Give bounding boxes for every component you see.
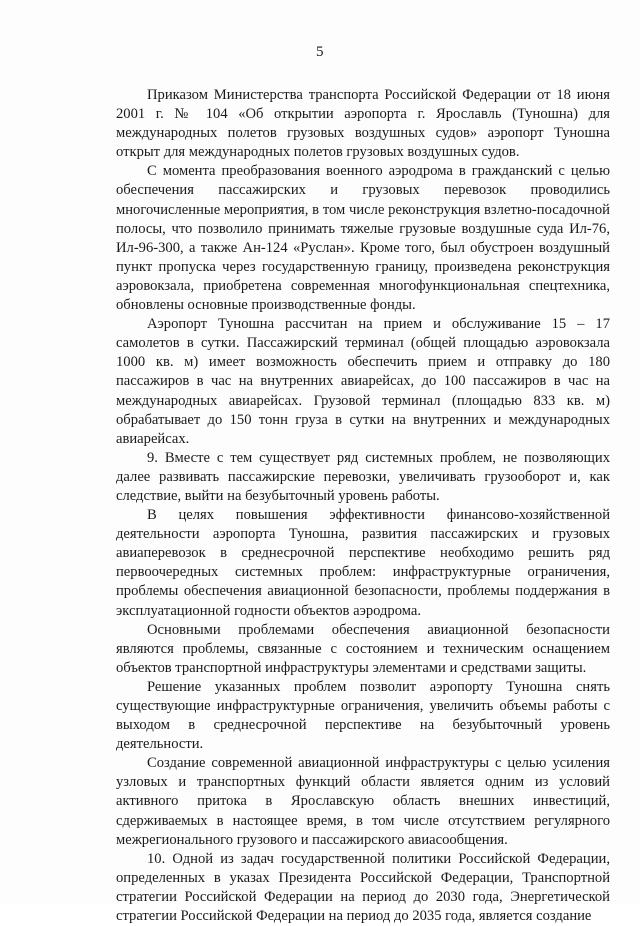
paragraph-infrastructure-creation: Создание современной авиационной инфраструктуры с целью усиления узловых и транспортных функций области является одним из условий активного притока в Ярославскую область внешних инвестиций, сдерживаемых в настоящее время, в том числе отсутствием регулярного межрегионального грузового и пассажирского авиасообщения. xyxy=(116,755,610,848)
paragraph-aerodrome-conversion: С момента преобразования военного аэродрома в гражданский с целью обеспечения пассажирских и грузовых перевозок проводились многочисленные мероприятия, в том числе реконструкция взлетно-посадочной полосы, что позволило принимать тяжелые грузовые воздушные суда Ил-76, Ил-96-300, а также Ан-124 «Руслан». Кроме того, был обустроен воздушный пункт пропуска через государственную границу, произведена реконструкция аэровокзала, приобретена современная многофункциональная спецтехника, обновлены основные производственные фонды. xyxy=(116,163,610,314)
paragraph-problem-solution: Решение указанных проблем позволит аэропорту Туношна снять существующие инфраструктурные ограничения, увеличить объемы работы с выходом в среднесрочной перспективе на безубыточный уровень деятельности. xyxy=(116,678,610,753)
paragraph-order-airport-opening: Приказом Министерства транспорта Российской Федерации от 18 июня 2001 г. № 104 «Об открытии аэропорта г. Ярославль (Туношна) для международных полетов грузовых воздушных судов» аэропорт Туношна открыт для международных полетов грузовых воздушных судов. xyxy=(116,87,610,161)
page-number: 5 xyxy=(316,44,324,60)
paragraph-9-systemic-problems: 9. Вместе с тем существует ряд системных проблем, не позволяющих далее развивать пассажирские перевозки, увеличивать грузооборот и, как следствие, выйти на безубыточный уровень работы. xyxy=(116,449,610,504)
paragraph-10-state-policy: 10. Одной из задач государственной политики Российской Федерации, определенных в указах Президента Российской Федерации, Транспортной стратегии Российской Федерации на период до 2030 года, Энергетической стратегии Российской Федерации на период до 2035 года, является создание xyxy=(116,850,610,925)
paragraph-efficiency-goals: В целях повышения эффективности финансово-хозяйственной деятельности аэропорта Туношна, развития пассажирских и грузовых авиаперевозок в среднесрочной перспективе необходимо решить ряд первоочередных системных проблем: инфраструктурные ограничения, проблемы обеспечения авиационной безопасности, проблемы поддержания в эксплуатационной годности объектов аэродрома. xyxy=(116,507,610,619)
paragraph-airport-capacity: Аэропорт Туношна рассчитан на прием и обслуживание 15 – 17 самолетов в сутки. Пассажирский терминал (общей площадью аэровокзала 1000 кв. м) имеет возможность обеспечить прием и отправку до 180 пассажиров в час на внутренних авиарейсах, до 100 пассажиров в час на международных авиарейсах. Грузовой терминал (площадью 833 кв. м) обрабатывает до 150 тонн груза в сутки на внутренних и международных авиарейсах. xyxy=(116,316,610,447)
paragraph-aviation-security: Основными проблемами обеспечения авиационной безопасности являются проблемы, связанные с состоянием и техническим оснащением объектов транспортной инфраструктуры элементами и средствами защиты. xyxy=(116,621,610,676)
document-body xyxy=(116,86,610,926)
